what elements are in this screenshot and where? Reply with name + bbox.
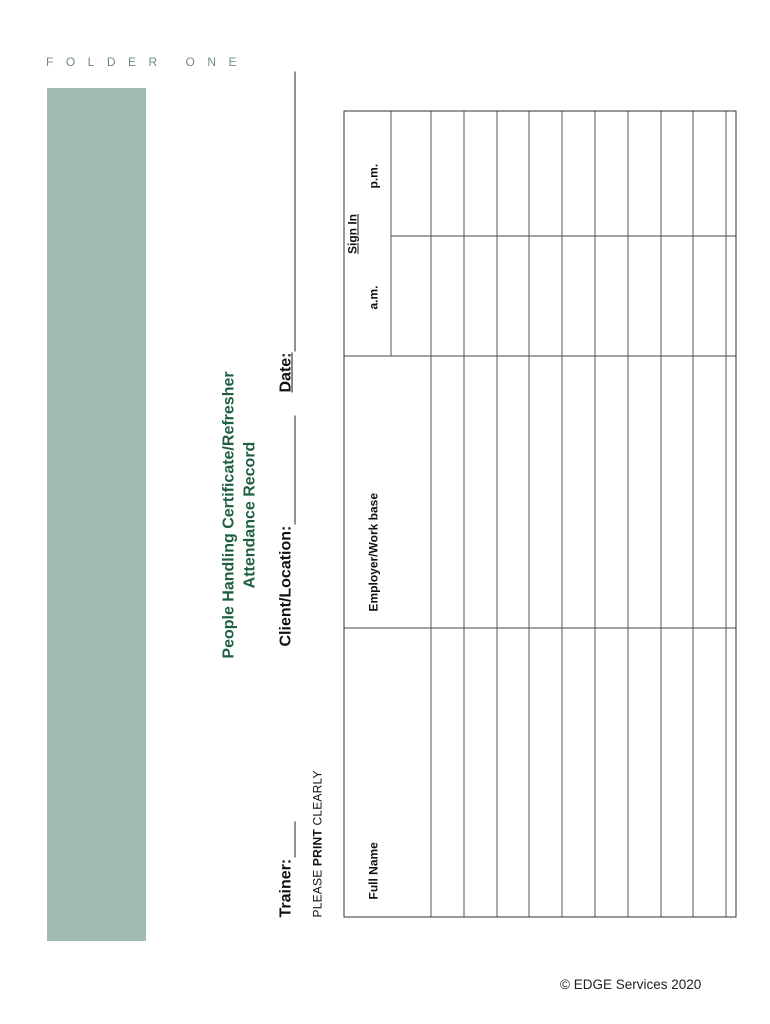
header-am: a.m. (366, 284, 380, 309)
header-pm: p.m. (366, 163, 380, 188)
attendance-table (343, 110, 736, 917)
attendance-form (218, 88, 734, 941)
table-row[interactable] (528, 111, 561, 916)
header-employer-work-base: Employer/Work base (366, 492, 380, 611)
table-row[interactable] (692, 111, 725, 916)
table-row[interactable] (463, 111, 496, 916)
header-full-name: Full Name (366, 841, 380, 899)
folder-label: FOLDER ONE (46, 55, 250, 69)
client-location-blank-line[interactable] (276, 415, 295, 524)
header-sign-in-group (344, 111, 390, 356)
date-field[interactable] (276, 71, 295, 392)
print-clearly-note (310, 770, 324, 917)
side-color-bar (47, 88, 146, 941)
trainer-label: Trainer: (277, 858, 294, 917)
date-label: Date: (277, 351, 294, 392)
trainer-blank-line[interactable] (276, 821, 295, 857)
date-blank-line[interactable] (276, 71, 295, 351)
trainer-field[interactable] (276, 821, 295, 917)
table-row[interactable] (627, 111, 660, 916)
header-sign-in: Sign In (345, 213, 359, 254)
client-location-field[interactable] (276, 415, 295, 646)
table-row[interactable] (430, 111, 463, 916)
client-location-label: Client/Location: (277, 525, 294, 646)
table-row[interactable] (561, 111, 594, 916)
table-row[interactable] (660, 111, 693, 916)
print-note-prefix: PLEASE (310, 865, 324, 917)
table-row[interactable] (594, 111, 627, 916)
table-row[interactable] (496, 111, 529, 916)
form-title-line-1: People Handling Certificate/Refresher (220, 370, 237, 659)
form-title-line-2: Attendance Record (241, 441, 258, 588)
form-title (218, 88, 260, 941)
print-note-bold: PRINT (310, 828, 324, 866)
table-row[interactable] (725, 111, 758, 916)
print-note-suffix: CLEARLY (310, 769, 324, 829)
copyright-footer: © EDGE Services 2020 (560, 977, 702, 992)
